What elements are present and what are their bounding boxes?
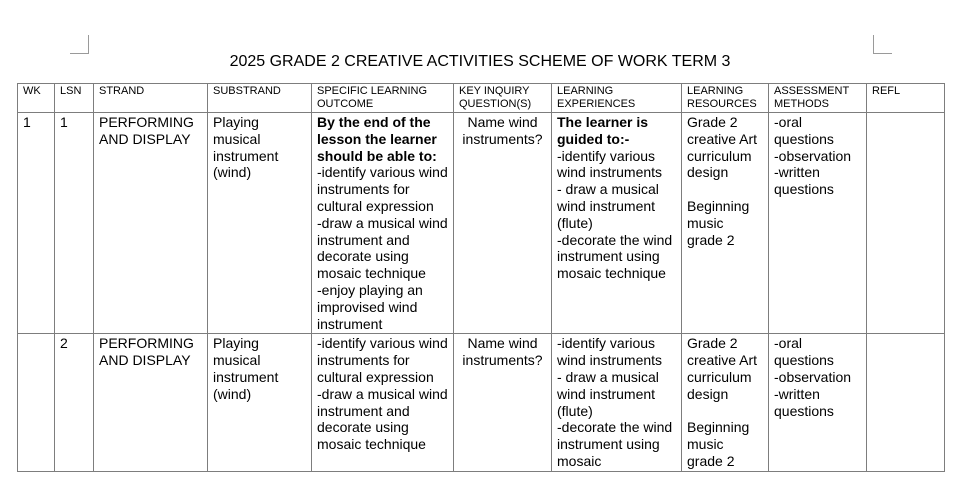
column-header-key-inquiry-question: KEY INQUIRY QUESTION(S) bbox=[454, 84, 552, 113]
column-header-specific-learning-outcome: SPECIFIC LEARNING OUTCOME bbox=[312, 84, 454, 113]
column-header-wk: WK bbox=[18, 84, 55, 113]
cell-assessment-methods: -oral questions -observation -written questions bbox=[769, 334, 867, 471]
table-row bbox=[18, 113, 945, 334]
cell-strand: PERFORMING AND DISPLAY bbox=[94, 334, 208, 471]
cell-strand: PERFORMING AND DISPLAY bbox=[94, 113, 208, 334]
cell-assessment-methods: -oral questions -observation -written questions bbox=[769, 113, 867, 334]
cell-learning-resources: Grade 2 creative Art curriculum design Beginning music grade 2 bbox=[682, 334, 769, 471]
cell-key-inquiry-question: Name wind instruments? bbox=[454, 334, 552, 471]
column-header-strand: STRAND bbox=[94, 84, 208, 113]
column-header-reflection: REFL bbox=[867, 84, 945, 113]
column-header-assessment-methods: ASSESSMENT METHODS bbox=[769, 84, 867, 113]
cell-specific-learning-outcome bbox=[312, 113, 454, 334]
slo-intro: By the end of the lesson the learner should be able to: bbox=[317, 114, 437, 164]
cell-substrand: Playing musical instrument (wind) bbox=[208, 334, 312, 471]
cell-lesson: 2 bbox=[55, 334, 94, 471]
le-intro: The learner is guided to:- bbox=[557, 114, 649, 147]
cell-learning-experiences: -identify various wind instruments - draw a musical wind instrument (flute) -decorate the wind instrument using mosaic bbox=[552, 334, 682, 471]
cell-substrand: Playing musical instrument (wind) bbox=[208, 113, 312, 334]
column-header-learning-experiences: LEARNING EXPERIENCES bbox=[552, 84, 682, 113]
cell-key-inquiry-question: Name wind instruments? bbox=[454, 113, 552, 334]
slo-list: -identify various wind instruments for cultural expression -draw a musical wind instrument and decorate using mosaic technique -enjoy playing an improvised wind instrument bbox=[317, 164, 448, 332]
column-header-lsn: LSN bbox=[55, 84, 94, 113]
table-header-row bbox=[18, 84, 945, 113]
cell-reflection bbox=[867, 334, 945, 471]
cell-learning-resources: Grade 2 creative Art curriculum design Beginning music grade 2 bbox=[682, 113, 769, 334]
cell-week bbox=[18, 334, 55, 471]
table-row bbox=[18, 334, 945, 471]
cell-week: 1 bbox=[18, 113, 55, 334]
column-header-substrand: SUBSTRAND bbox=[208, 84, 312, 113]
cell-lesson: 1 bbox=[55, 113, 94, 334]
cell-specific-learning-outcome: -identify various wind instruments for cultural expression -draw a musical wind instrument and decorate using mosaic technique bbox=[312, 334, 454, 471]
cell-learning-experiences bbox=[552, 113, 682, 334]
le-list: -identify various wind instruments - draw a musical wind instrument (flute) -decorate the wind instrument using mosaic technique bbox=[557, 147, 673, 282]
scheme-of-work-table bbox=[17, 83, 945, 472]
cell-reflection bbox=[867, 113, 945, 334]
column-header-learning-resources: LEARNING RESOURCES bbox=[682, 84, 769, 113]
document-title: 2025 GRADE 2 CREATIVE ACTIVITIES SCHEME OF WORK TERM 3 bbox=[229, 53, 731, 70]
